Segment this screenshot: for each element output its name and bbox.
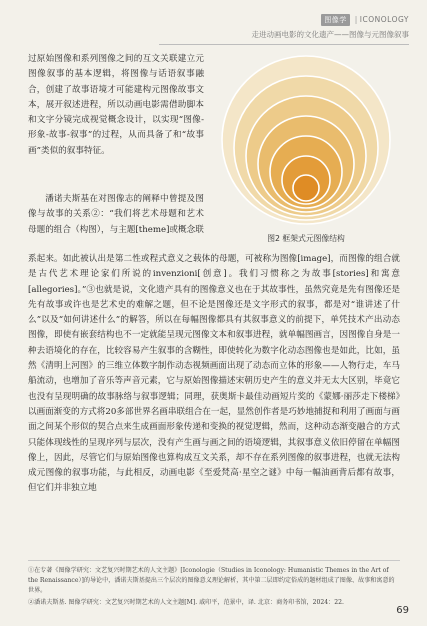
nested-circles-diagram xyxy=(212,52,400,232)
header-rule xyxy=(159,44,409,45)
footnote-2: ②潘诺夫斯基. 图像学研究：文艺复兴时期艺术的人文主题[M]. 戚印平，范景中，译. 北京：商务印书馆，2024：22. xyxy=(28,599,344,606)
running-header xyxy=(252,14,410,40)
inner-circle xyxy=(293,175,319,201)
figure-caption: 图2 框架式元图像结构 xyxy=(267,234,345,243)
header-section-label xyxy=(252,14,410,26)
section-brand: ICONOLOGY xyxy=(359,15,409,24)
paragraph-text: 系起来。如此被认出是第二性或程式意义之载体的母题，可被称为图像[image]，而图像的组合就是古代艺术理论家们所说的invenzioni[创意]。我们习惯称之为故事[stories]和寓意[allegories]。”③也就是说，文化遗产具有的图像意义也在于其故事性，虽然究竟是先有图像还是先有故事或许也是艺术史的难解之题，但不论是图像还是文字形式的叙事，都是对“谁讲述了什么”以及“如何讲述什么”的解答，所以在每幅图像都具有其叙事意义的前提下，单凭技术产出动态图像，即使有嵌套结构也不一定就能呈现元图像文本和叙事进程，就单幅图画言，因图像自身是一种去语境化的存在，比较容易产生叙事的含糊性，即使转化为数字化动态图像也是如此，比如，虽然《清明上河图》的三维立体数字制作动态视频画面出现了动态而立体的形象——人物行走，车马船流动，也增加了音乐等声音元素，它与原始图像描述宋朝历史产生的意义并无太大区别，毕竟它也没有呈现明确的故事脉络与叙事逻辑；同理，获奥斯卡最佳动画短片奖的《蒙娜·丽莎走下楼梯》以画面渐变的方式将20多部世界名画串联组合在一起，显然创作者是巧妙地捕捉和利用了画面与画面之间某个形似的契合点来生成画面形象传递和变换的视觉逻辑，然而，这种动态渐变融合的方式只能体现线性的呈现序列与层次，没有产生画与画之间的语境逻辑，其叙事意义依旧停留在单幅图像上，因此，尽管它们与原始图像也算构成互文关系，却不存在系列图像的叙事进程，也就无法构成元图像的叙事功能，与此相反，动画电影《至爱梵高·星空之谜》中每一幅油画背后都有故事，但它们并非独立地 xyxy=(28,254,400,494)
paragraph-text: 过原始图像和系列图像之间的互文关联建立元图像叙事的基本逻辑，将图像与话语叙事融合，创建了故事语境才可能建构元图像故事文本，展开叙述进程，所以动画电影需借助脚本和文字分镜完成视觉概念设计，以实现“图像-形象-故事-叙事”的过程，从而具备了和“故事画”类似的叙事特征。 xyxy=(28,54,204,156)
footnote-1: ①在专著《图像学研究：文艺复兴时期艺术的人文主题》[Iconologie（Studies in Iconology: Humanistic Themes in the Art of the Renaissance）]的导论中，潘诺夫斯基提出三个层次的图像意义理论解析，其中第二层即约定俗成的题材组成了图像、故事和寓意的世界。 xyxy=(28,567,395,594)
body-paragraph-2-continued xyxy=(28,252,400,497)
footnotes xyxy=(28,566,400,610)
body-paragraph-2-start xyxy=(28,192,204,238)
header-separator: | xyxy=(354,15,358,24)
page-number: 69 xyxy=(396,605,409,616)
header-subtitle: 走进动画电影的文化遗产——图像与元图像叙事 xyxy=(251,30,409,39)
paragraph-text: 潘诺夫斯基在对图像志的阐释中曾提及图像与故事的关系②：“我们将艺术母题和艺术母题的组合（构图），与主题[theme]或概念联 xyxy=(28,194,204,235)
footnote-rule xyxy=(28,560,400,561)
section-badge: 图像学 xyxy=(321,14,350,26)
figure-framework-diagram xyxy=(212,52,400,232)
body-paragraph-1 xyxy=(28,52,204,159)
